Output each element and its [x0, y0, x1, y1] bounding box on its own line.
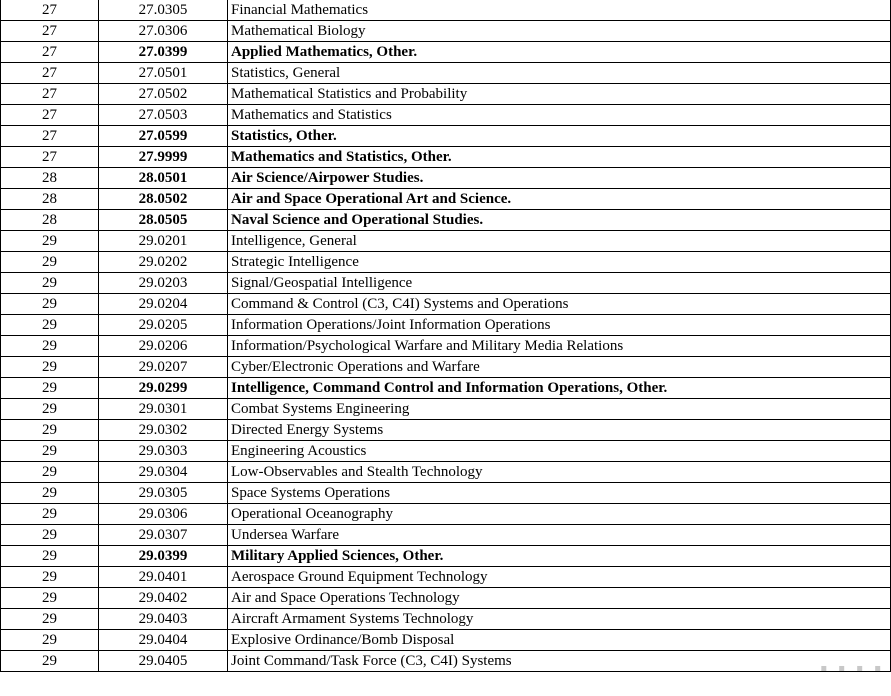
table-body [1, 0, 891, 672]
table-row [1, 231, 891, 252]
program-title-cell: Mathematics and Statistics, Other. [228, 147, 891, 168]
table-row [1, 210, 891, 231]
cip-code-cell: 29.0299 [99, 378, 228, 399]
series-cell: 29 [1, 357, 99, 378]
table-row [1, 588, 891, 609]
program-title-cell: Mathematical Biology [228, 21, 891, 42]
program-title-cell: Undersea Warfare [228, 525, 891, 546]
table-row [1, 462, 891, 483]
table-row [1, 168, 891, 189]
cip-code-cell: 29.0201 [99, 231, 228, 252]
table-row [1, 42, 891, 63]
table-row [1, 567, 891, 588]
cip-code-cell: 29.0306 [99, 504, 228, 525]
series-cell: 28 [1, 210, 99, 231]
cip-code-cell: 29.0307 [99, 525, 228, 546]
program-title-cell: Statistics, General [228, 63, 891, 84]
table-row [1, 21, 891, 42]
program-title-cell: Mathematical Statistics and Probability [228, 84, 891, 105]
table-row [1, 189, 891, 210]
table-row [1, 441, 891, 462]
series-cell: 29 [1, 567, 99, 588]
cip-code-cell: 28.0502 [99, 189, 228, 210]
table-row [1, 294, 891, 315]
table-row [1, 336, 891, 357]
series-cell: 29 [1, 273, 99, 294]
series-cell: 28 [1, 189, 99, 210]
program-title-cell: Explosive Ordinance/Bomb Disposal [228, 630, 891, 651]
series-cell: 29 [1, 525, 99, 546]
cip-code-cell: 29.0204 [99, 294, 228, 315]
series-cell: 29 [1, 294, 99, 315]
cip-code-cell: 29.0404 [99, 630, 228, 651]
cip-code-cell: 29.0304 [99, 462, 228, 483]
cip-code-cell: 27.0503 [99, 105, 228, 126]
program-title-cell: Joint Command/Task Force (C3, C4I) Systems [228, 651, 891, 672]
program-title-cell: Space Systems Operations [228, 483, 891, 504]
table-row [1, 504, 891, 525]
program-title-cell: Cyber/Electronic Operations and Warfare [228, 357, 891, 378]
table-row [1, 399, 891, 420]
table-row [1, 546, 891, 567]
program-title-cell: Low-Observables and Stealth Technology [228, 462, 891, 483]
cip-code-cell: 27.9999 [99, 147, 228, 168]
series-cell: 29 [1, 504, 99, 525]
program-title-cell: Directed Energy Systems [228, 420, 891, 441]
program-title-cell: Naval Science and Operational Studies. [228, 210, 891, 231]
cip-code-cell: 27.0501 [99, 63, 228, 84]
program-title-cell: Mathematics and Statistics [228, 105, 891, 126]
program-title-cell: Aircraft Armament Systems Technology [228, 609, 891, 630]
series-cell: 29 [1, 462, 99, 483]
program-title-cell: Intelligence, Command Control and Information Operations, Other. [228, 378, 891, 399]
cip-code-cell: 29.0305 [99, 483, 228, 504]
series-cell: 29 [1, 252, 99, 273]
program-title-cell: Air and Space Operations Technology [228, 588, 891, 609]
table-row [1, 63, 891, 84]
series-cell: 27 [1, 42, 99, 63]
program-title-cell: Intelligence, General [228, 231, 891, 252]
table-row [1, 483, 891, 504]
table-row [1, 609, 891, 630]
series-cell: 27 [1, 21, 99, 42]
cip-code-cell: 29.0399 [99, 546, 228, 567]
series-cell: 29 [1, 546, 99, 567]
cip-code-cell: 29.0402 [99, 588, 228, 609]
cip-code-cell: 29.0405 [99, 651, 228, 672]
cip-code-cell: 29.0203 [99, 273, 228, 294]
series-cell: 27 [1, 84, 99, 105]
faint-watermark: ▪ ▪ ▪ ▪ [820, 663, 885, 674]
series-cell: 28 [1, 168, 99, 189]
table-row [1, 315, 891, 336]
program-title-cell: Strategic Intelligence [228, 252, 891, 273]
program-title-cell: Applied Mathematics, Other. [228, 42, 891, 63]
series-cell: 29 [1, 399, 99, 420]
series-cell: 29 [1, 588, 99, 609]
series-cell: 29 [1, 630, 99, 651]
series-cell: 27 [1, 147, 99, 168]
table-row [1, 357, 891, 378]
cip-code-cell: 29.0403 [99, 609, 228, 630]
series-cell: 29 [1, 231, 99, 252]
series-cell: 29 [1, 315, 99, 336]
table-row [1, 0, 891, 21]
table-row [1, 630, 891, 651]
table-row [1, 420, 891, 441]
table-row [1, 273, 891, 294]
cip-code-cell: 28.0505 [99, 210, 228, 231]
cip-code-cell: 29.0205 [99, 315, 228, 336]
cip-code-cell: 29.0401 [99, 567, 228, 588]
series-cell: 27 [1, 126, 99, 147]
cip-code-cell: 29.0207 [99, 357, 228, 378]
program-title-cell: Combat Systems Engineering [228, 399, 891, 420]
table-row [1, 525, 891, 546]
series-cell: 27 [1, 0, 99, 21]
program-title-cell: Command & Control (C3, C4I) Systems and Operations [228, 294, 891, 315]
program-title-cell: Information/Psychological Warfare and Military Media Relations [228, 336, 891, 357]
cip-code-cell: 29.0206 [99, 336, 228, 357]
table-row [1, 105, 891, 126]
table-row [1, 147, 891, 168]
cip-code-cell: 27.0305 [99, 0, 228, 21]
table-row [1, 126, 891, 147]
program-title-cell: Engineering Acoustics [228, 441, 891, 462]
cip-code-cell: 27.0306 [99, 21, 228, 42]
cip-code-cell: 29.0302 [99, 420, 228, 441]
series-cell: 29 [1, 420, 99, 441]
series-cell: 29 [1, 609, 99, 630]
cip-code-cell: 28.0501 [99, 168, 228, 189]
program-title-cell: Information Operations/Joint Information Operations [228, 315, 891, 336]
program-title-cell: Military Applied Sciences, Other. [228, 546, 891, 567]
program-title-cell: Financial Mathematics [228, 0, 891, 21]
program-title-cell: Operational Oceanography [228, 504, 891, 525]
series-cell: 29 [1, 441, 99, 462]
table-row [1, 651, 891, 672]
cip-code-cell: 27.0502 [99, 84, 228, 105]
series-cell: 29 [1, 651, 99, 672]
series-cell: 29 [1, 483, 99, 504]
cip-code-cell: 29.0202 [99, 252, 228, 273]
series-cell: 29 [1, 378, 99, 399]
program-title-cell: Aerospace Ground Equipment Technology [228, 567, 891, 588]
program-title-cell: Air and Space Operational Art and Science. [228, 189, 891, 210]
program-title-cell: Statistics, Other. [228, 126, 891, 147]
table-row [1, 378, 891, 399]
program-title-cell: Air Science/Airpower Studies. [228, 168, 891, 189]
series-cell: 29 [1, 336, 99, 357]
program-title-cell: Signal/Geospatial Intelligence [228, 273, 891, 294]
cip-code-cell: 27.0599 [99, 126, 228, 147]
cip-code-cell: 29.0301 [99, 399, 228, 420]
cip-code-cell: 29.0303 [99, 441, 228, 462]
cip-code-cell: 27.0399 [99, 42, 228, 63]
series-cell: 27 [1, 63, 99, 84]
series-cell: 27 [1, 105, 99, 126]
table-row [1, 84, 891, 105]
table-row [1, 252, 891, 273]
